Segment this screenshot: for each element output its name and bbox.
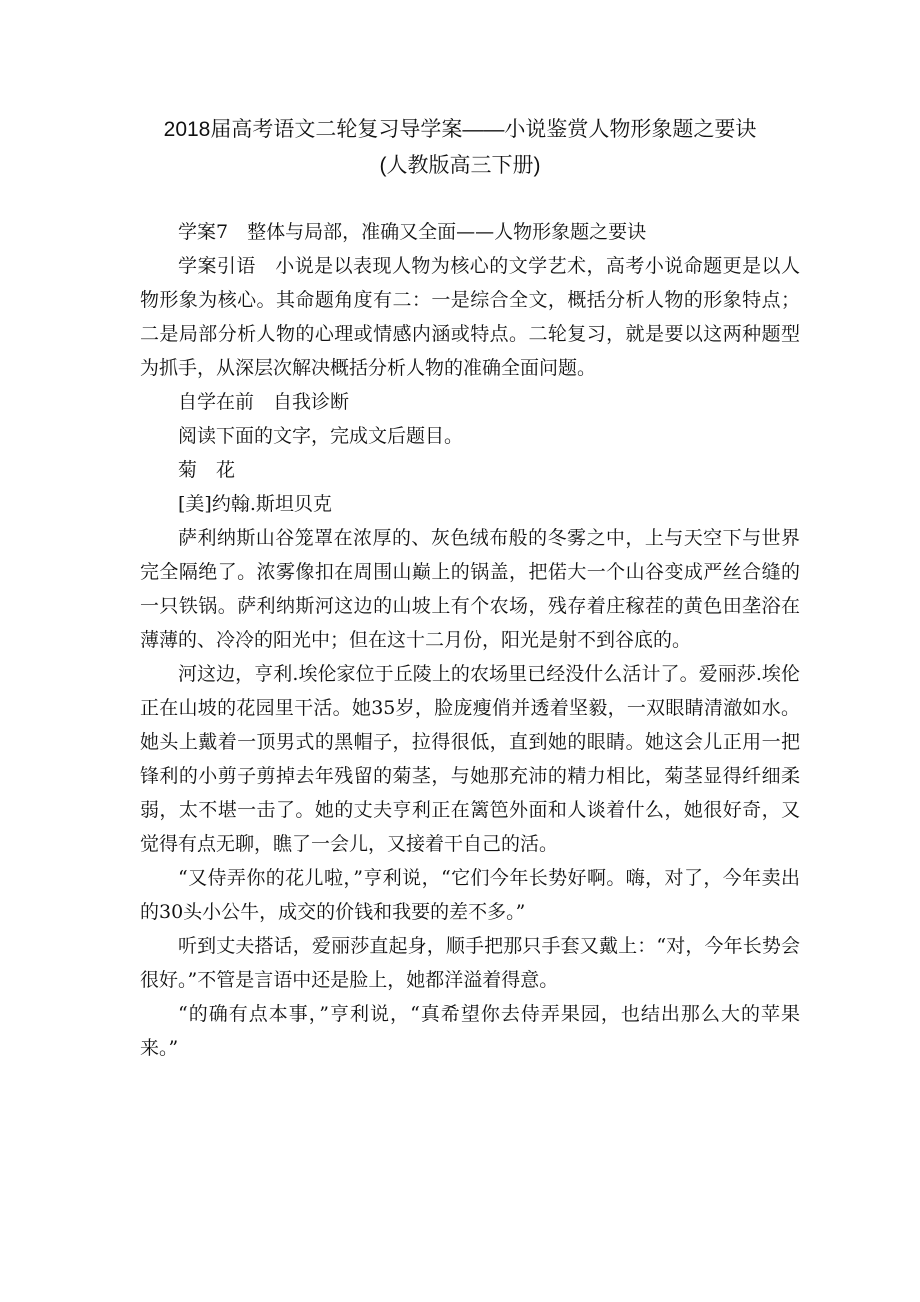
document-title [0, 112, 920, 184]
story-paragraph-2: 河这边，亨利.埃伦家位于丘陵上的农场里已经没什么活计了。爱丽莎.埃伦正在山坡的花园里干活。她35岁，脸庞瘦俏并透着坚毅，一双眼睛清澈如水。她头上戴着一顶男式的黑帽子，拉得很低，直到她的眼睛。她这会儿正用一把锋利的小剪子剪掉去年残留的菊茎，与她那充沛的精力相比，菊茎显得纤细柔弱，太不堪一击了。她的丈夫亨利正在篱笆外面和人谈着什么，她很好奇，又觉得有点无聊，瞧了一会儿，又接着干自己的活。 [140, 663, 800, 855]
intro-paragraph: 学案引语 小说是以表现人物为核心的文学艺术，高考小说命题更是以人物形象为核心。其命题角度有二：一是综合全文，概括分析人物的形象特点；二是局部分析人物的心理或情感内涵或特点。二轮复习，就是要以这两种题型为抓手，从深层次解决概括分析人物的准确全面问题。 [140, 255, 800, 379]
story-paragraph-1: 萨利纳斯山谷笼罩在浓厚的、灰色绒布般的冬雾之中，上与天空下与世界完全隔绝了。浓雾像扣在周围山巅上的锅盖，把偌大一个山谷变成严丝合缝的一只铁锅。萨利纳斯河这边的山坡上有个农场，残存着庄稼茬的黄色田垄浴在薄薄的、冷冷的阳光中；但在这十二月份，阳光是射不到谷底的。 [140, 527, 800, 651]
story-title: 菊 花 [178, 459, 236, 481]
title-line-1: 2018届高考语文二轮复习导学案——小说鉴赏人物形象题之要诀 [163, 118, 757, 141]
instruction-text: 阅读下面的文字，完成文后题目。 [178, 425, 464, 447]
document-body [140, 215, 800, 1065]
title-line-2: (人教版高三下册) [379, 154, 541, 177]
story-paragraph-5: “的确有点本事，”亨利说，“真希望你去侍弄果园，也结出那么大的苹果来。” [140, 1003, 800, 1059]
story-paragraph-3: “又侍弄你的花儿啦，”亨利说，“它们今年长势好啊。嗨，对了，今年卖出的30头小公牛，成交的价钱和我要的差不多。” [140, 867, 800, 923]
story-paragraph-4: 听到丈夫搭话，爱丽莎直起身，顺手把那只手套又戴上：“对，今年长势会很好。”不管是言语中还是脸上，她都洋溢着得意。 [140, 935, 800, 991]
story-author: [美]约翰.斯坦贝克 [178, 493, 332, 515]
section-heading: 自学在前 自我诊断 [178, 391, 350, 413]
lesson-heading: 学案7 整体与局部，准确又全面——人物形象题之要诀 [178, 221, 647, 243]
